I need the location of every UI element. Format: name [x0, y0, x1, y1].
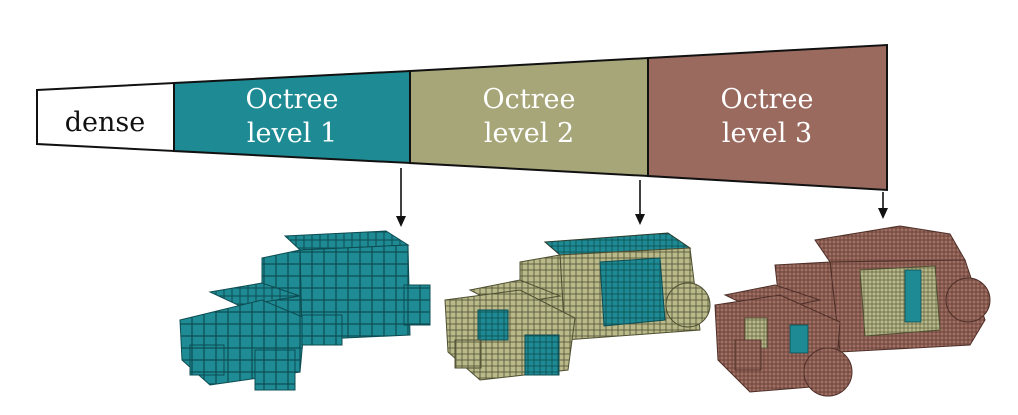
- segment-level-3-label-line2: level 3: [721, 118, 813, 149]
- segment-level-2-label-line1: Octree: [482, 84, 576, 115]
- segment-level-1-label-line1: Octree: [245, 84, 339, 115]
- segment-dense-label: dense: [64, 107, 146, 138]
- car-level-2-voxel-model: [445, 233, 710, 380]
- arrow-level-1: [396, 168, 406, 227]
- segment-level-2-label-line2: level 2: [483, 118, 575, 149]
- level-bar: [37, 45, 887, 190]
- arrow-level-3: [878, 192, 888, 219]
- segment-octree-level-2: [410, 58, 648, 176]
- car-level-3-voxel-model: [715, 226, 990, 396]
- segment-level-1-label-line2: level 1: [246, 118, 338, 149]
- segment-level-3-label-line1: Octree: [720, 84, 814, 115]
- arrow-level-2: [635, 180, 645, 225]
- car-level-1-voxel-model: [180, 231, 430, 390]
